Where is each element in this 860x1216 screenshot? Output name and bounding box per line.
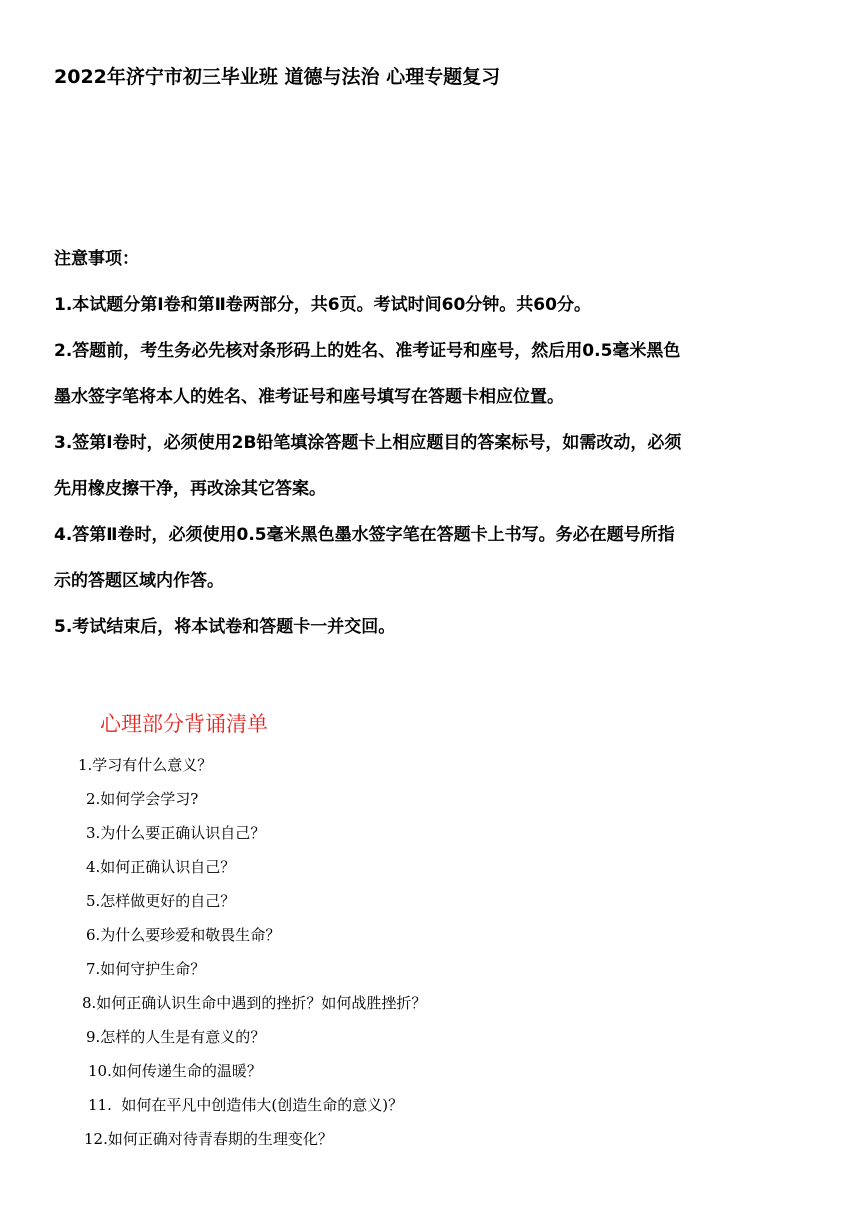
question-item: 6.为什么要珍爱和敬畏生命？ bbox=[86, 926, 281, 944]
question-item: 1.学习有什么意义？ bbox=[78, 756, 213, 774]
notice-line: 示的答题区域内作答。 bbox=[54, 571, 224, 591]
notice-line: 3.签第Ⅰ卷时，必须使用2B铅笔填涂答题卡上相应题目的答案标号，如需改动，必须 bbox=[54, 433, 682, 453]
question-item: 10.如何传递生命的温暖？ bbox=[88, 1062, 262, 1080]
question-item: 2.如何学会学习? bbox=[86, 790, 199, 808]
question-list bbox=[0, 748, 760, 1156]
question-item: 11. 如何在平凡中创造伟大(创造生命的意义)？ bbox=[88, 1096, 404, 1114]
notice-list bbox=[54, 282, 814, 650]
question-item: 9.怎样的人生是有意义的？ bbox=[86, 1028, 266, 1046]
question-item: 8.如何正确认识生命中遇到的挫折？如何战胜挫折？ bbox=[82, 994, 427, 1012]
page-title: 2022年济宁市初三毕业班 道德与法治 心理专题复习 bbox=[54, 66, 501, 88]
notice-line: 5.考试结束后，将本试卷和答题卡一并交回。 bbox=[54, 617, 396, 637]
notice-line: 先用橡皮擦干净，再改涂其它答案。 bbox=[54, 479, 326, 499]
question-item: 3.为什么要正确认识自己？ bbox=[86, 824, 266, 842]
notice-heading: 注意事项： bbox=[54, 249, 139, 269]
notice-line: 墨水签字笔将本人的姓名、准考证号和座号填写在答题卡相应位置。 bbox=[54, 387, 564, 407]
notice-line: 2.答题前，考生务必先核对条形码上的姓名、准考证号和座号，然后用0.5毫米黑色 bbox=[54, 341, 681, 361]
question-item: 4.如何正确认识自己？ bbox=[86, 858, 236, 876]
notice-line: 1.本试题分第Ⅰ卷和第Ⅱ卷两部分，共6页。考试时间60分钟。共60分。 bbox=[54, 295, 591, 315]
question-item: 12.如何正确对待青春期的生理变化？ bbox=[84, 1130, 333, 1148]
question-item: 5.怎样做更好的自己？ bbox=[86, 892, 236, 910]
question-item: 7.如何守护生命？ bbox=[86, 960, 206, 978]
notice-line: 4.答第Ⅱ卷时，必须使用0.5毫米黑色墨水签字笔在答题卡上书写。务必在题号所指 bbox=[54, 525, 675, 545]
section-title: 心理部分背诵清单 bbox=[100, 712, 268, 736]
